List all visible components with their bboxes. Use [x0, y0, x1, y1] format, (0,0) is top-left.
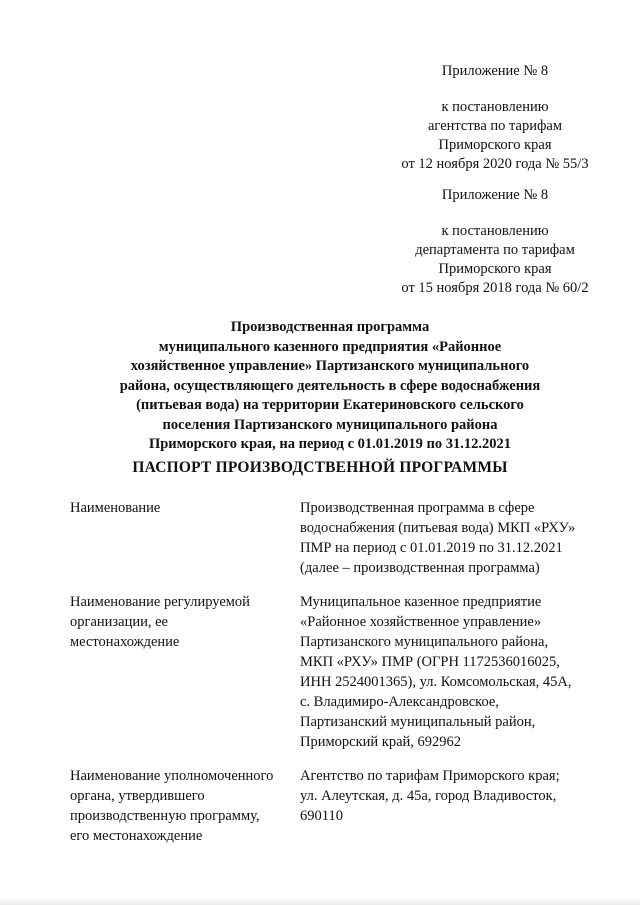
row-value-line: «Районное хозяйственное управление» [300, 614, 542, 630]
row-label-line: производственную программу, [70, 808, 260, 824]
row-value-line: Производственная программа в сфере [300, 500, 535, 516]
row-value [300, 498, 610, 578]
row-label [70, 498, 285, 518]
row-value-line: Муниципальное казенное предприятие [300, 594, 542, 610]
row-value-line: Агентство по тарифам Приморского края; [300, 768, 560, 784]
row-label-line: органа, утвердившего [70, 788, 205, 804]
appendix-title: Приложение № 8 [441, 63, 549, 79]
appendix-line: к постановлению [441, 99, 549, 115]
row-label [70, 592, 285, 652]
row-value-line: с. Владимиро-Александровское, [300, 694, 499, 710]
program-title-line: муниципального казенного предприятия «Районное [158, 338, 502, 355]
appendix-line: от 12 ноября 2020 года № 55/3 [401, 156, 589, 172]
row-value-line: Партизанского муниципального района, [300, 634, 549, 650]
row-label-line: Наименование регулируемой [70, 594, 250, 610]
program-title [90, 318, 570, 455]
row-value [300, 592, 610, 752]
appendix-line: от 15 ноября 2018 года № 60/2 [401, 280, 589, 296]
program-title-line: (питьевая вода) на территории Екатериновского сельского [136, 397, 524, 413]
program-title-line: Приморского края, на период с 01.01.2019 по 31.12.2021 [148, 436, 512, 452]
row-value-line: ул. Алеутская, д. 45а, город Владивосток, [300, 788, 557, 804]
row-value-line: 690110 [300, 808, 343, 824]
appendix-title: Приложение № 8 [441, 187, 549, 203]
program-title-line: Производственная программа [230, 319, 430, 335]
scan-bottom-edge [0, 898, 640, 905]
row-value-line: ИНН 2524001365), ул. Комсомольская, 45А, [300, 674, 572, 690]
appendix-line: агентства по тарифам [428, 118, 562, 134]
row-value-line: (далее – производственная программа) [300, 560, 540, 576]
row-value-line: МКП «РХУ» ПМР (ОГРН 1172536016025, [300, 654, 560, 670]
row-label-line: местонахождение [70, 634, 180, 650]
row-value-line: ПМР на период с 01.01.2019 по 31.12.2021 [300, 540, 563, 556]
appendix-line: Приморского края [438, 261, 552, 277]
appendix-block-2018 [360, 186, 630, 298]
program-title-line: района, осуществляющего деятельность в сфере водоснабжения [119, 377, 541, 394]
appendix-block-2020 [360, 62, 630, 174]
appendix-line: к постановлению [441, 223, 549, 239]
program-title-line: поселения Партизанского муниципального района [162, 416, 498, 433]
row-value-line: Приморский край, 692962 [300, 734, 462, 750]
row-label-line: организации, ее [70, 614, 168, 630]
passport-heading: ПАСПОРТ ПРОИЗВОДСТВЕННОЙ ПРОГРАММЫ [132, 459, 508, 476]
row-label-line: его местонахождение [70, 828, 203, 844]
appendix-line: департамента по тарифам [415, 242, 575, 258]
row-value-line: Партизанский муниципальный район, [300, 714, 536, 730]
row-value-line: водоснабжения (питьевая вода) МКП «РХУ» [300, 520, 576, 536]
row-value [300, 766, 610, 826]
row-label [70, 766, 285, 846]
program-title-line: хозяйственное управление» Партизанского муниципального [130, 358, 530, 374]
row-label-line: Наименование [70, 500, 161, 516]
row-label-line: Наименование уполномоченного [70, 768, 274, 784]
appendix-line: Приморского края [438, 137, 552, 153]
